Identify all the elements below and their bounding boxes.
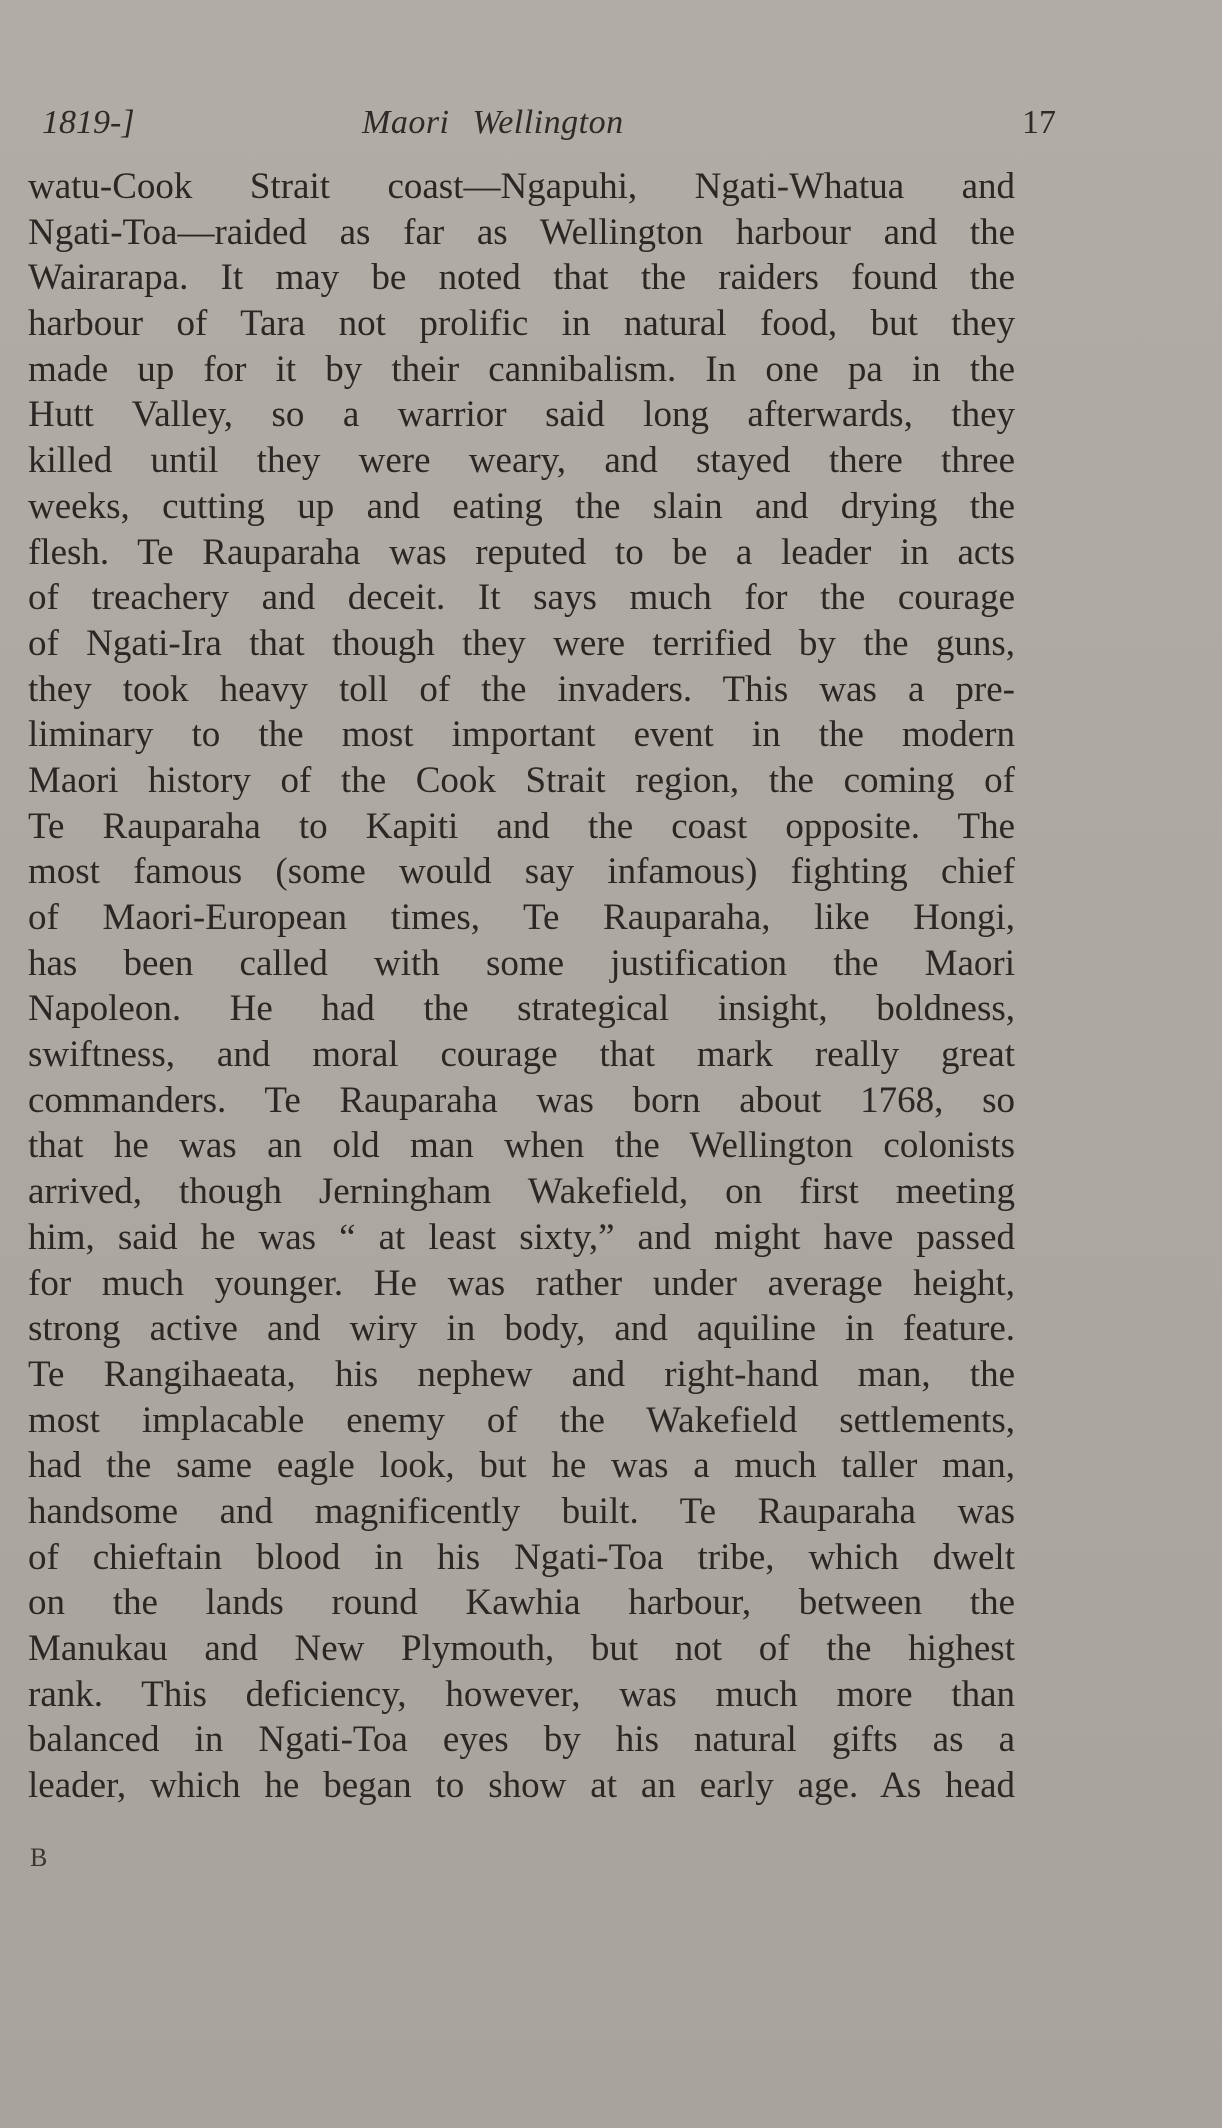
text-line: of treachery and deceit. It says much for the courage xyxy=(28,577,1015,619)
text-line: had the same eagle look, but he was a much taller man, xyxy=(28,1445,1015,1487)
text-line: strong active and wiry in body, and aquiline in feature. xyxy=(28,1308,1015,1350)
text-line: made up for it by their cannibalism. In one pa in the xyxy=(28,348,1015,390)
text-line: arrived, though Jerningham Wakefield, on first meeting xyxy=(28,1171,1015,1213)
text-line: handsome and magnificently built. Te Rauparaha was xyxy=(28,1490,1015,1532)
signature-mark: B xyxy=(30,1843,48,1872)
text-line: commanders. Te Rauparaha was born about 1768, so xyxy=(28,1079,1015,1121)
text-line: of Maori-European times, Te Rauparaha, like Hongi, xyxy=(28,897,1015,938)
text-line: most implacable enemy of the Wakefield settlements, xyxy=(28,1399,1015,1441)
text-line: has been called with some justification the Maori xyxy=(28,942,1015,984)
text-line: harbour of Tara not prolific in natural food, but they xyxy=(28,303,1015,345)
text-line: killed until they were weary, and stayed there three xyxy=(28,440,1015,482)
running-head-title: Maori Wellington xyxy=(362,104,624,141)
text-line: Te Rauparaha to Kapiti and the coast opposite. The xyxy=(28,805,1015,847)
text-line: Te Rangihaeata, his nephew and right-hand man, the xyxy=(28,1353,1015,1395)
body-paragraph xyxy=(28,164,1015,1809)
text-line: for much younger. He was rather under average height, xyxy=(28,1262,1015,1304)
text-line: Ngati-Toa—raided as far as Wellington harbour and the xyxy=(28,211,1015,253)
text-line: rank. This deficiency, however, was much more than xyxy=(28,1673,1015,1715)
text-line: liminary to the most important event in the modern xyxy=(28,714,1015,756)
text-line: Napoleon. He had the strategical insight, boldness, xyxy=(28,988,1015,1030)
running-head xyxy=(42,98,1056,148)
text-line: on the lands round Kawhia harbour, between the xyxy=(28,1582,1015,1624)
text-line: Hutt Valley, so a warrior said long afterwards, they xyxy=(28,394,1015,436)
text-line: of chieftain blood in his Ngati-Toa tribe, which dwelt xyxy=(28,1536,1015,1578)
text-line: Wairarapa. It may be noted that the raiders found the xyxy=(28,257,1015,299)
text-line: swiftness, and moral courage that mark really great xyxy=(28,1034,1015,1076)
text-line: watu-Cook Strait coast—Ngapuhi, Ngati-Whatua and xyxy=(28,166,1015,207)
text-line: balanced in Ngati-Toa eyes by his natural gifts as a xyxy=(28,1719,1015,1761)
text-line: of Ngati-Ira that though they were terrified by the guns, xyxy=(28,622,1015,664)
text-line: they took heavy toll of the invaders. This was a pre- xyxy=(28,668,1015,710)
text-line: Manukau and New Plymouth, but not of the highest xyxy=(28,1628,1015,1669)
text-line: Maori history of the Cook Strait region, the coming of xyxy=(28,759,1015,801)
running-head-date: 1819-] xyxy=(42,104,135,141)
text-line: that he was an old man when the Wellington colonists xyxy=(28,1125,1015,1167)
text-line: weeks, cutting up and eating the slain and drying the xyxy=(28,485,1015,527)
text-line: leader, which he began to show at an early age. As head xyxy=(28,1765,1015,1807)
text-line: flesh. Te Rauparaha was reputed to be a leader in acts xyxy=(28,531,1015,573)
text-line: most famous (some would say infamous) fighting chief xyxy=(28,851,1015,893)
page-number: 17 xyxy=(1022,104,1056,141)
text-line: him, said he was “ at least sixty,” and might have passed xyxy=(28,1216,1015,1258)
